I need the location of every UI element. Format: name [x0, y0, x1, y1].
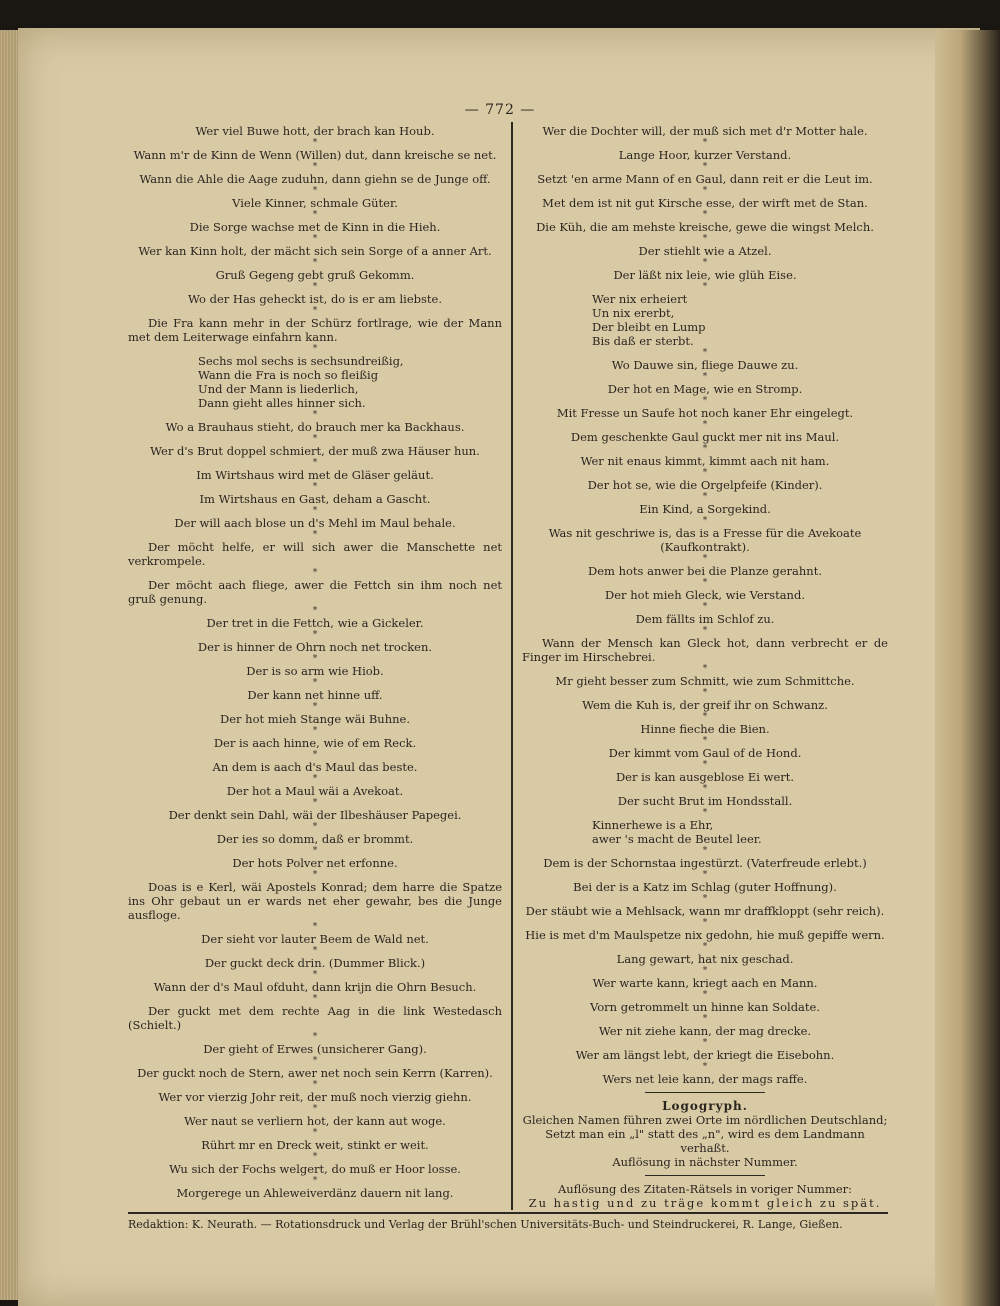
proverb-entry: Der tret in die Fettch, wie a Gickeler. [206, 616, 424, 630]
proverb-entry: Mr gieht besser zum Schmitt, wie zum Schmittche. [555, 674, 855, 688]
right-column [522, 124, 888, 1210]
separator-asterisk: * [312, 568, 318, 578]
proverb-entry: Dem geschenkte Gaul guckt mer nit ins Maul. [570, 430, 840, 444]
verse-line: Wer nix erheiert [592, 292, 688, 306]
proverb-entry: Ein Kind, a Sorgekind. [639, 502, 771, 516]
separator-asterisk: * [702, 234, 708, 244]
separator-asterisk: * [312, 458, 318, 468]
separator-asterisk: * [312, 1104, 318, 1114]
separator-asterisk: * [702, 186, 708, 196]
separator-asterisk: * [312, 798, 318, 808]
proverb-entry: Wer nit ziehe kann, der mag drecke. [598, 1024, 812, 1038]
proverb-entry: Der is so arm wie Hiob. [246, 664, 384, 678]
separator-asterisk: * [702, 1062, 708, 1072]
separator-asterisk: * [312, 970, 318, 980]
proverb-entry: Der stäubt wie a Mehlsack, wann mr draffkloppt (sehr reich). [525, 904, 885, 918]
proverb-entry: Wann der Mensch kan Gleck hot, dann verbrecht er de Finger im Hirschebrei. [522, 636, 888, 664]
separator-asterisk: * [312, 846, 318, 856]
proverb-entry: Der kann net hinne uff. [247, 688, 383, 702]
separator-asterisk: * [312, 482, 318, 492]
puzzle-line: Gleichen Namen führen zwei Orte im nördlichen Deutschland; [522, 1113, 888, 1127]
separator-asterisk: * [702, 846, 708, 856]
proverb-entry: Wo der Has geheckt ist, do is er am liebste. [187, 292, 443, 306]
proverb-entry: Der hot en Mage, wie en Stromp. [607, 382, 803, 396]
separator-asterisk: * [702, 554, 708, 564]
separator-asterisk: * [312, 678, 318, 688]
proverb-entry: Der ies so domm, daß er brommt. [216, 832, 414, 846]
proverb-entry: Rührt mr en Dreck weit, stinkt er weit. [201, 1138, 429, 1152]
proverb-entry: Der is hinner de Ohrn noch net trocken. [197, 640, 433, 654]
separator-asterisk: * [312, 822, 318, 832]
proverb-entry: Wu sich der Fochs welgert, do muß er Hoor losse. [169, 1162, 461, 1176]
proverb-entry: Die Küh, die am mehste kreische, gewe die wingst Melch. [536, 220, 874, 234]
proverb-entry: Dem hots anwer bei die Planze gerahnt. [588, 564, 822, 578]
separator-asterisk: * [312, 922, 318, 932]
proverb-entry: Mit Fresse un Saufe hot noch kaner Ehr eingelegt. [556, 406, 854, 420]
solution-title: Auflösung des Zitaten-Rätsels in voriger Nummer: [557, 1182, 853, 1196]
proverb-entry [522, 818, 888, 846]
separator-asterisk: * [312, 870, 318, 880]
proverb-entry: Wer am längst lebt, der kriegt die Eisebohn. [575, 1048, 835, 1062]
proverb-entry: Wem die Kuh is, der greif ihr on Schwanz. [582, 698, 828, 712]
separator-asterisk: * [702, 784, 708, 794]
separator-asterisk: * [702, 602, 708, 612]
separator-asterisk: * [702, 282, 708, 292]
verse-line: Sechs mol sechs is sechsundreißig, [198, 354, 404, 368]
separator-asterisk: * [312, 506, 318, 516]
separator-asterisk: * [702, 664, 708, 674]
separator-asterisk: * [702, 990, 708, 1000]
separator-asterisk: * [312, 138, 318, 148]
separator-asterisk: * [702, 420, 708, 430]
separator-asterisk: * [702, 138, 708, 148]
proverb-entry: Wer nit enaus kimmt, kimmt aach nit ham. [580, 454, 830, 468]
proverb-entry: Der hot mieh Gleck, wie Verstand. [605, 588, 805, 602]
proverb-entry: Doas is e Kerl, wäi Apostels Konrad; dem harre die Spatze ins Ohr gebaut un er wards net eher gewahr, bes die Junge ausfloge. [128, 880, 502, 922]
separator-asterisk: * [312, 606, 318, 616]
separator-asterisk: * [312, 630, 318, 640]
proverb-entry: Wann der d's Maul ofduht, dann krijn die Ohrn Besuch. [153, 980, 477, 994]
separator-asterisk: * [702, 396, 708, 406]
proverb-entry: Der möcht helfe, er will sich awer die Manschette net verkrompele. [128, 540, 502, 568]
proverb-entry: Gruß Gegeng gebt gruß Gekomm. [215, 268, 415, 282]
puzzle-line: Setzt man ein „l" statt des „n", wird es dem Landmann verhaßt. [545, 1127, 865, 1155]
separator-asterisk: * [312, 1152, 318, 1162]
proverb-entry: Dem is der Schornstaa ingestürzt. (Vaterfreude erlebt.) [543, 856, 867, 870]
separator-asterisk: * [702, 894, 708, 904]
verse-line: Der bleibt en Lump [592, 320, 706, 334]
verse-line: Dann gieht alles hinner sich. [198, 396, 366, 410]
proverb-entry: Wers net leie kann, der mags raffe. [602, 1072, 808, 1086]
proverb-entry: Wann m'r de Kinn de Wenn (Willen) dut, dann kreische se net. [133, 148, 497, 162]
proverb-entry: Was nit geschriwe is, das is a Fresse für die Avekoate (Kaufkontrakt). [548, 526, 862, 554]
proverb-entry: Lange Hoor, kurzer Verstand. [618, 148, 792, 162]
right-page-edge [935, 30, 1000, 1306]
proverb-entry: Der guckt deck drin. (Dummer Blick.) [204, 956, 426, 970]
left-column [128, 124, 502, 1200]
proverb-entry: Wer naut se verliern hot, der kann aut woge. [184, 1114, 446, 1128]
proverb-entry: Die Fra kann mehr in der Schürz fortlrage, wie der Mann met dem Leiterwage einfahrn kann. [128, 316, 502, 344]
proverb-entry: Wann die Ahle die Aage zuduhn, dann giehn se de Junge off. [139, 172, 491, 186]
proverb-entry: Wer viel Buwe hott, der brach kan Houb. [195, 124, 435, 138]
proverb-entry: Lang gewart, hat nix geschad. [616, 952, 794, 966]
page-number: — 772 — [464, 102, 536, 118]
separator-asterisk: * [702, 870, 708, 880]
proverb-entry: Der gieht of Erwes (unsicherer Gang). [203, 1042, 427, 1056]
column-divider [511, 122, 513, 1210]
verse-line: Kinnerhewe is a Ehr, [592, 818, 714, 832]
separator-asterisk: * [702, 808, 708, 818]
proverb-entry: Wer d's Brut doppel schmiert, der muß zwa Häuser hun. [150, 444, 480, 458]
separator-asterisk: * [702, 712, 708, 722]
solution-text: Zu hastig und zu träge kommt gleich zu spät. [528, 1196, 882, 1210]
footer-rule [128, 1212, 888, 1214]
separator-asterisk: * [312, 1056, 318, 1066]
separator-asterisk: * [702, 942, 708, 952]
separator-asterisk: * [312, 1176, 318, 1186]
section-rule [645, 1175, 765, 1176]
separator-asterisk: * [702, 258, 708, 268]
imprint-footer: Redaktion: K. Neurath. — Rotationsdruck und Verlag der Brühl'schen Universitäts-Buch- und Steindruckerei, R. Lange, Gießen. [128, 1218, 843, 1231]
proverb-entry: Der guckt met dem rechte Aag in die link Westedasch (Schielt.) [128, 1004, 502, 1032]
proverb-entry: Setzt 'en arme Mann of en Gaul, dann reit er die Leut im. [537, 172, 873, 186]
proverb-entry: Morgerege un Ahleweiverdänz dauern nit lang. [176, 1186, 454, 1200]
proverb-entry: Im Wirtshaus wird met de Gläser geläut. [196, 468, 434, 482]
separator-asterisk: * [312, 750, 318, 760]
verse-line: Und der Mann is liederlich, [198, 382, 359, 396]
separator-asterisk: * [702, 688, 708, 698]
separator-asterisk: * [702, 966, 708, 976]
separator-asterisk: * [312, 162, 318, 172]
separator-asterisk: * [312, 410, 318, 420]
proverb-entry: Der will aach blose un d's Mehl im Maul behale. [174, 516, 456, 530]
proverb-entry: Der denkt sein Dahl, wäi der Ilbeshäuser Papegei. [168, 808, 462, 822]
separator-asterisk: * [702, 626, 708, 636]
proverb-entry: Dem fällts im Schlof zu. [635, 612, 775, 626]
proverb-entry [522, 292, 888, 348]
separator-asterisk: * [702, 1014, 708, 1024]
proverb-entry: Wer warte kann, kriegt aach en Mann. [592, 976, 818, 990]
proverb-entry: Hie is met d'm Maulspetze nix gedohn, hie muß gepiffe wern. [525, 928, 885, 942]
proverb-entry: Wer vor vierzig Johr reit, der muß noch vierzig giehn. [158, 1090, 472, 1104]
separator-asterisk: * [312, 344, 318, 354]
proverb-entry: An dem is aach d's Maul das beste. [212, 760, 418, 774]
separator-asterisk: * [312, 530, 318, 540]
separator-asterisk: * [702, 578, 708, 588]
verse-line: Wann die Fra is noch so fleißig [198, 368, 379, 382]
separator-asterisk: * [312, 946, 318, 956]
proverb-entry: Der sucht Brut im Hondsstall. [617, 794, 793, 808]
proverb-entry: Wer die Dochter will, der muß sich met d'r Motter hale. [542, 124, 868, 138]
separator-asterisk: * [312, 434, 318, 444]
verse-line: Un nix ererbt, [592, 306, 675, 320]
proverb-entry: Wo Dauwe sin, fliege Dauwe zu. [611, 358, 799, 372]
proverb-entry: Der kimmt vom Gaul of de Hond. [608, 746, 802, 760]
puzzle-title: Logogryph. [662, 1099, 748, 1113]
separator-asterisk: * [312, 306, 318, 316]
right-column-entries [522, 124, 888, 1086]
separator-asterisk: * [702, 492, 708, 502]
proverb-entry: Der hot a Maul wäi a Avekoat. [226, 784, 404, 798]
proverb-entry: Hinne fieche die Bien. [640, 722, 770, 736]
separator-asterisk: * [312, 282, 318, 292]
verse-line: Bis daß er sterbt. [592, 334, 694, 348]
proverb-entry: Met dem ist nit gut Kirsche esse, der wirft met de Stan. [542, 196, 868, 210]
separator-asterisk: * [702, 516, 708, 526]
proverb-entry: Der is aach hinne, wie of em Reck. [213, 736, 417, 750]
verse-line: awer 's macht de Beutel leer. [592, 832, 762, 846]
separator-asterisk: * [312, 654, 318, 664]
proverb-entry: Wer kan Kinn holt, der mächt sich sein Sorge of a anner Art. [138, 244, 492, 258]
separator-asterisk: * [702, 918, 708, 928]
proverb-entry: Bei der is a Katz im Schlag (guter Hoffnung). [573, 880, 837, 894]
separator-asterisk: * [312, 1080, 318, 1090]
proverb-entry: Die Sorge wachse met de Kinn in die Hieh. [189, 220, 441, 234]
proverb-entry: Der möcht aach fliege, awer die Fettch sin ihm noch net gruß genung. [128, 578, 502, 606]
proverb-entry: Im Wirtshaus en Gast, deham a Gascht. [199, 492, 431, 506]
separator-asterisk: * [702, 468, 708, 478]
proverb-entry: Viele Kinner, schmale Güter. [232, 196, 398, 210]
proverb-entry: Vorn getrommelt un hinne kan Soldate. [589, 1000, 820, 1014]
separator-asterisk: * [312, 994, 318, 1004]
separator-asterisk: * [312, 1128, 318, 1138]
proverb-entry: Wo a Brauhaus stieht, do brauch mer ka Backhaus. [165, 420, 465, 434]
proverb-entry [128, 354, 502, 410]
proverb-entry: Der stiehlt wie a Atzel. [638, 244, 772, 258]
separator-asterisk: * [312, 210, 318, 220]
section-rule [645, 1092, 765, 1093]
separator-asterisk: * [702, 1038, 708, 1048]
proverb-entry: Der guckt noch de Stern, awer net noch sein Kerrn (Karren). [137, 1066, 493, 1080]
separator-asterisk: * [702, 760, 708, 770]
separator-asterisk: * [312, 258, 318, 268]
proverb-entry: Der is kan ausgeblose Ei wert. [615, 770, 795, 784]
puzzle-line: Auflösung in nächster Nummer. [612, 1155, 798, 1169]
separator-asterisk: * [312, 1032, 318, 1042]
separator-asterisk: * [312, 774, 318, 784]
proverb-entry: Der hot mieh Stange wäi Buhne. [220, 712, 410, 726]
separator-asterisk: * [702, 348, 708, 358]
separator-asterisk: * [702, 444, 708, 454]
proverb-entry: Der läßt nix leie, wie glüh Eise. [613, 268, 797, 282]
separator-asterisk: * [702, 372, 708, 382]
separator-asterisk: * [702, 210, 708, 220]
separator-asterisk: * [312, 234, 318, 244]
separator-asterisk: * [312, 186, 318, 196]
proverb-entry: Der hot se, wie die Orgelpfeife (Kinder). [587, 478, 823, 492]
separator-asterisk: * [312, 726, 318, 736]
separator-asterisk: * [312, 702, 318, 712]
separator-asterisk: * [702, 736, 708, 746]
proverb-entry: Der hots Polver net erfonne. [232, 856, 398, 870]
separator-asterisk: * [702, 162, 708, 172]
proverb-entry: Der sieht vor lauter Beem de Wald net. [201, 932, 429, 946]
